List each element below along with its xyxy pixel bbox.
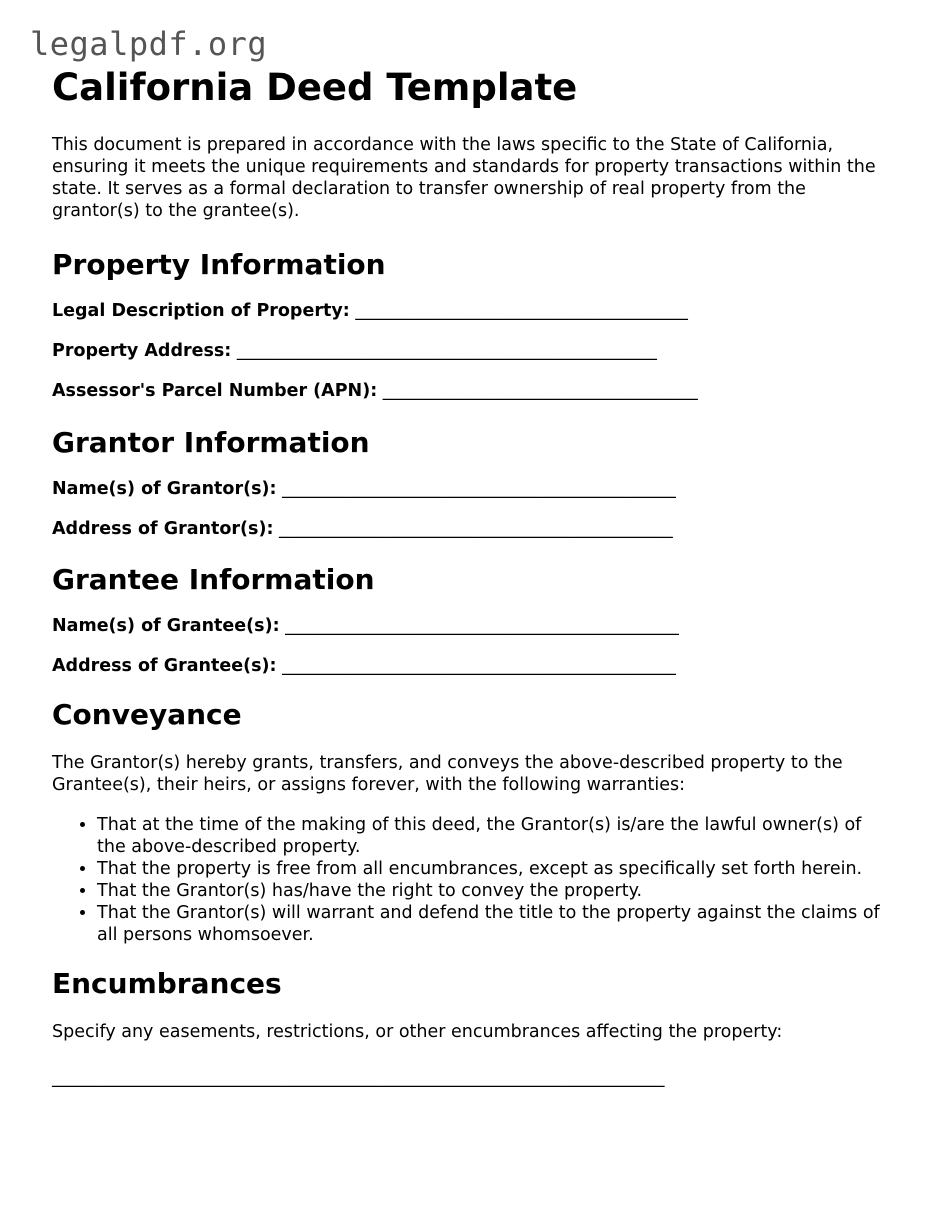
conveyance-section: [52, 698, 892, 946]
deed-document: [52, 66, 892, 1089]
property-heading: Property Information: [52, 248, 386, 281]
apn-blank[interactable]: ____________________________________: [382, 381, 698, 401]
watermark-logo: legalpdf.org: [30, 25, 268, 63]
property-section: [52, 248, 892, 402]
legal-description-label: Legal Description of Property:: [52, 301, 350, 321]
encumbrances-text: Specify any easements, restrictions, or other encumbrances affecting the property:: [52, 1022, 783, 1042]
grantee-address-label: Address of Grantee(s):: [52, 656, 277, 676]
grantor-names-label: Name(s) of Grantor(s):: [52, 479, 277, 499]
encumbrances-heading: Encumbrances: [52, 967, 282, 1000]
grantee-names-field: [52, 615, 892, 637]
apn-field: [52, 380, 892, 402]
grantor-names-field: [52, 478, 892, 500]
conveyance-text: The Grantor(s) hereby grants, transfers, and conveys the above-described property to the Grantee(s), their heirs, or assigns forever, with the following warranties:: [52, 753, 843, 795]
encumbrances-section: [52, 967, 892, 1089]
property-address-blank[interactable]: ________________________________________________: [236, 341, 657, 361]
grantee-names-label: Name(s) of Grantee(s):: [52, 616, 280, 636]
warranty-item: • That at the time of the making of this deed, the Grantor(s) is/are the lawful owner(s) of the above-described property.: [97, 814, 892, 858]
warranty-item: • That the property is free from all encumbrances, except as specifically set forth herein.: [97, 858, 892, 880]
grantee-address-field: [52, 655, 892, 677]
grantor-names-blank[interactable]: _____________________________________________: [282, 479, 676, 499]
encumbrances-blank[interactable]: ______________________________________________________________________: [52, 1068, 665, 1088]
property-address-label: Property Address:: [52, 341, 232, 361]
legal-description-blank[interactable]: ______________________________________: [355, 301, 688, 321]
warranty-item: • That the Grantor(s) will warrant and defend the title to the property against the claims of all persons whomsoever.: [97, 902, 892, 946]
grantee-section: [52, 563, 892, 677]
grantor-address-field: [52, 518, 892, 540]
grantee-address-blank[interactable]: _____________________________________________: [282, 656, 676, 676]
conveyance-heading: Conveyance: [52, 698, 242, 731]
grantor-address-blank[interactable]: _____________________________________________: [279, 519, 673, 539]
grantee-names-blank[interactable]: _____________________________________________: [285, 616, 679, 636]
page-title: California Deed Template: [52, 66, 578, 109]
grantor-address-label: Address of Grantor(s):: [52, 519, 274, 539]
warranties-list: [52, 814, 892, 946]
legal-description-field: [52, 300, 892, 322]
intro-paragraph: This document is prepared in accordance with the laws specific to the State of California, ensuring it meets the unique requirements and standards for property transactions within the state. It serves as a formal declaration to transfer ownership of real property from the grantor(s) to the grantee(s).: [52, 135, 876, 221]
warranty-item: • That the Grantor(s) has/have the right to convey the property.: [97, 880, 892, 902]
grantor-section: [52, 426, 892, 540]
grantor-heading: Grantor Information: [52, 426, 370, 459]
property-address-field: [52, 340, 892, 362]
apn-label: Assessor's Parcel Number (APN):: [52, 381, 378, 401]
grantee-heading: Grantee Information: [52, 563, 375, 596]
